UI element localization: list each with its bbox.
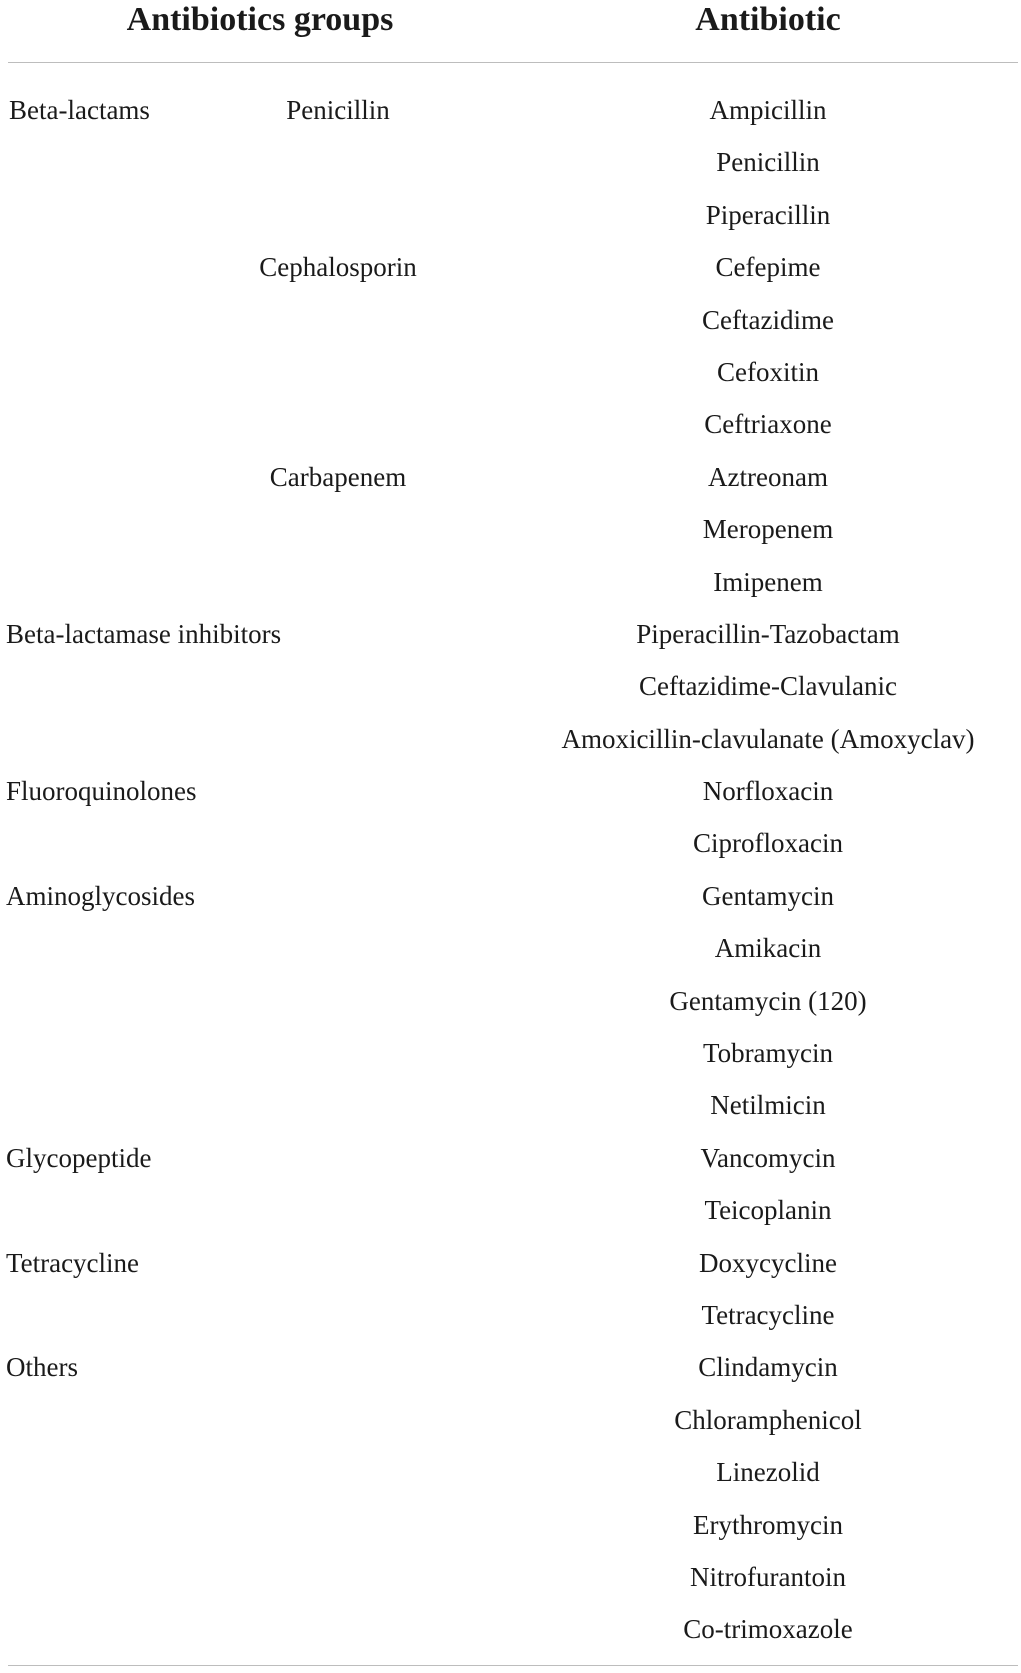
column-header-antibiotic: Antibiotic bbox=[695, 1, 841, 38]
table-row bbox=[0, 1027, 1021, 1079]
table-row bbox=[0, 346, 1021, 398]
cell-antibiotic: Cefepime bbox=[715, 252, 821, 283]
table-row bbox=[0, 1237, 1021, 1289]
cell-subgroup: Carbapenem bbox=[269, 461, 407, 492]
cell-antibiotic: Ciprofloxacin bbox=[693, 828, 843, 859]
cell-antibiotic: Nitrofurantoin bbox=[690, 1561, 846, 1592]
cell-antibiotic: Doxycycline bbox=[699, 1247, 837, 1278]
table-row bbox=[0, 1394, 1021, 1446]
cell-antibiotic: Ceftazidime-Clavulanic bbox=[639, 671, 897, 702]
table-row bbox=[0, 1289, 1021, 1341]
table-row bbox=[0, 1079, 1021, 1131]
table-row bbox=[0, 556, 1021, 608]
table-row bbox=[0, 660, 1021, 712]
header-divider bbox=[8, 62, 1018, 63]
table-bottom-divider bbox=[8, 1665, 1018, 1666]
cell-antibiotic: Ampicillin bbox=[709, 95, 827, 125]
cell-antibiotic: Clindamycin bbox=[698, 1352, 838, 1383]
table-row bbox=[0, 608, 1021, 660]
table-row bbox=[0, 817, 1021, 869]
table-row bbox=[0, 1446, 1021, 1498]
table-row bbox=[0, 1603, 1021, 1655]
table-row bbox=[0, 1551, 1021, 1603]
table-row bbox=[0, 975, 1021, 1027]
cell-antibiotic: Chloramphenicol bbox=[674, 1404, 862, 1435]
table-row bbox=[0, 84, 1021, 136]
cell-group: Glycopeptide bbox=[6, 1142, 152, 1173]
cell-antibiotic: Teicoplanin bbox=[704, 1195, 832, 1226]
cell-antibiotic: Imipenem bbox=[713, 566, 823, 597]
cell-group: Tetracycline bbox=[6, 1247, 140, 1278]
table-row bbox=[0, 451, 1021, 503]
cell-antibiotic: Gentamycin bbox=[702, 880, 834, 911]
cell-antibiotic: Tetracycline bbox=[701, 1299, 835, 1330]
table-row bbox=[0, 136, 1021, 188]
cell-antibiotic: Vancomycin bbox=[700, 1142, 836, 1173]
cell-antibiotic: Netilmicin bbox=[710, 1090, 826, 1121]
cell-antibiotic: Norfloxacin bbox=[702, 776, 834, 807]
table-row bbox=[0, 294, 1021, 346]
cell-antibiotic: Gentamycin (120) bbox=[669, 985, 867, 1016]
cell-antibiotic: Tobramycin bbox=[702, 1038, 834, 1069]
cell-group: Aminoglycosides bbox=[6, 880, 195, 911]
table-row bbox=[0, 922, 1021, 974]
cell-antibiotic: Amoxicillin-clavulanate (Amoxyclav) bbox=[561, 723, 975, 754]
cell-antibiotic: Cefoxitin bbox=[717, 356, 819, 387]
table-row bbox=[0, 1499, 1021, 1551]
table-row bbox=[0, 398, 1021, 450]
table-row bbox=[0, 241, 1021, 293]
cell-antibiotic: Co-trimoxazole bbox=[683, 1614, 853, 1645]
column-header-antibiotics-groups: Antibiotics groups bbox=[126, 1, 394, 38]
table-row bbox=[0, 503, 1021, 555]
table-row bbox=[0, 713, 1021, 765]
cell-antibiotic: Ceftazidime bbox=[702, 304, 834, 335]
table-row bbox=[0, 1184, 1021, 1236]
cell-group: Beta-lactamase inhibitors bbox=[6, 618, 282, 649]
cell-antibiotic: Linezolid bbox=[716, 1457, 820, 1488]
cell-group: Others bbox=[6, 1352, 78, 1383]
table-body bbox=[0, 84, 1021, 1656]
cell-antibiotic: Erythromycin bbox=[693, 1509, 843, 1540]
cell-subgroup: Cephalosporin bbox=[259, 252, 417, 283]
cell-antibiotic: Piperacillin bbox=[705, 199, 831, 230]
cell-antibiotic: Ceftriaxone bbox=[704, 409, 832, 440]
cell-antibiotic: Aztreonam bbox=[708, 461, 828, 492]
cell-antibiotic: Penicillin bbox=[716, 147, 820, 178]
cell-antibiotic: Piperacillin-Tazobactam bbox=[636, 618, 900, 649]
table-row bbox=[0, 1132, 1021, 1184]
cell-antibiotic: Meropenem bbox=[702, 514, 834, 545]
table-row bbox=[0, 765, 1021, 817]
cell-antibiotic: Amikacin bbox=[714, 933, 822, 964]
cell-group: Beta-lactams bbox=[9, 95, 150, 125]
table-row bbox=[0, 870, 1021, 922]
table-row bbox=[0, 189, 1021, 241]
cell-subgroup: Penicillin bbox=[286, 95, 390, 125]
table-row bbox=[0, 1341, 1021, 1393]
cell-group: Fluoroquinolones bbox=[6, 776, 197, 807]
